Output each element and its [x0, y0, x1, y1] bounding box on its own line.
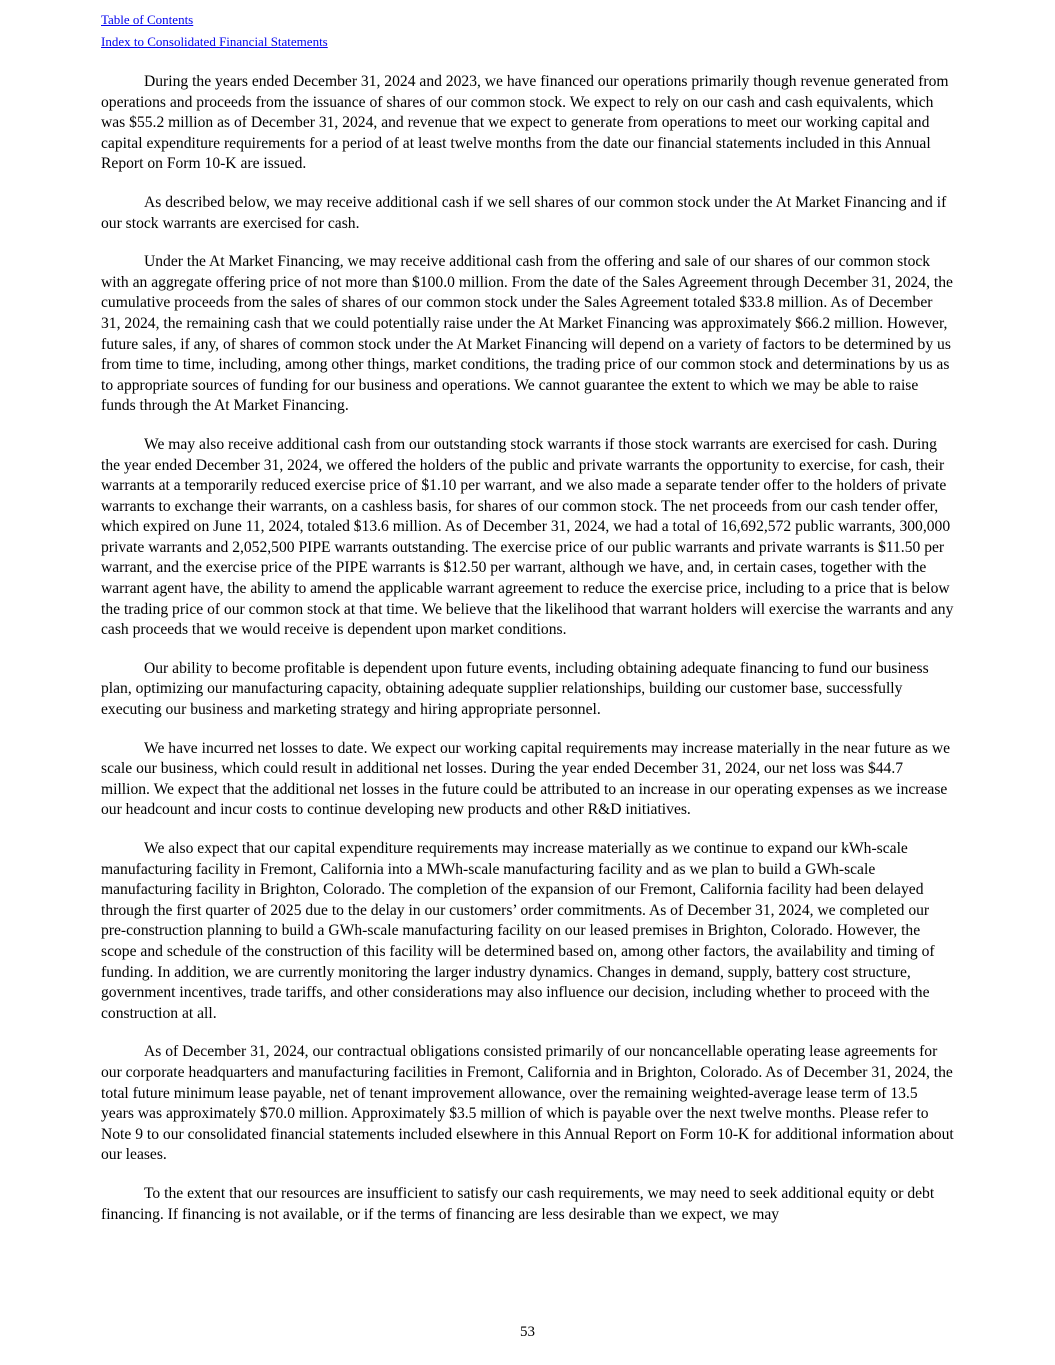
- header-links: [101, 9, 328, 53]
- paragraph-financing-history: During the years ended December 31, 2024 and 2023, we have financed our operations primarily though revenue generated from operations and proceeds from the issuance of shares of our common stock. We expect to rely on our cash and cash equivalents, which was $55.2 million as of December 31, 2024, and revenue that we expect to generate from operations to meet our working capital and capital expenditure requirements for a period of at least twelve months from the date our financial statements included in this Annual Report on Form 10-K are issued.: [101, 73, 949, 173]
- paragraph-at-market-financing: Under the At Market Financing, we may receive additional cash from the offering and sale of our shares of our common stock with an aggregate offering price of not more than $100.0 million. From the date of the Sales Agreement through December 31, 2024, the cumulative proceeds from the sales of shares of our common stock under the Sales Agreement totaled $33.8 million. As of December 31, 2024, the remaining cash that we could potentially raise under the At Market Financing was approximately $66.2 million. However, future sales, if any, of shares of common stock under the At Market Financing will depend on a variety of factors to be determined by us from time to time, including, among other things, market conditions, the trading price of our common stock and determinations by us as to appropriate sources of funding for our business and operations. We cannot guarantee the extent to which we may be able to raise funds through the At Market Financing.: [101, 253, 953, 415]
- paragraph-stock-warrants: We may also receive additional cash from our outstanding stock warrants if those stock warrants are exercised for cash. During the year ended December 31, 2024, we offered the holders of the public and private warrants the opportunity to exercise, for cash, their warrants at a temporarily reduced exercise price of $1.10 per warrant, and we also made a separate tender offer to the holders of private warrants to exchange their warrants, on a cashless basis, for shares of our common stock. The net proceeds from our cash tender offer, which expired on June 11, 2024, totaled $13.6 million. As of December 31, 2024, we had a total of 16,692,572 public warrants, 300,000 private warrants and 2,052,500 PIPE warrants outstanding. The exercise price of our public warrants and private warrants is $11.50 per warrant, and the exercise price of the PIPE warrants is $12.50 per warrant, although we have, and, in certain cases, together with the warrant agent have, the ability to amend the applicable warrant agreement to reduce the exercise price, including to a price that is below the trading price of our common stock at that time. We believe that the likelihood that warrant holders will exercise the warrants and any cash proceeds that we would receive is dependent upon market conditions.: [101, 435, 954, 639]
- paragraph-profitability: Our ability to become profitable is dependent upon future events, including obtaining adequate financing to fund our business plan, optimizing our manufacturing capacity, obtaining adequate supplier relationships, building our customer base, successfully executing our business and marketing strategy and hiring appropriate personnel.: [101, 659, 929, 719]
- paragraph-contractual-obligations: As of December 31, 2024, our contractual obligations consisted primarily of our noncancellable operating lease agreements for our corporate headquarters and manufacturing facilities in Fremont, California and in Brighton, Colorado. As of December 31, 2024, the total future minimum lease payable, net of tenant improvement allowance, over the remaining weighted-average lease term of 13.5 years was approximately $70.0 million. Approximately $3.5 million of which is payable over the next twelve months. Please refer to Note 9 to our consolidated financial statements included elsewhere in this Annual Report on Form 10-K for additional information about our leases.: [101, 1043, 954, 1164]
- table-of-contents-link[interactable]: Table of Contents: [101, 12, 194, 27]
- paragraph-additional-financing: To the extent that our resources are insufficient to satisfy our cash requirements, we may need to seek additional equity or debt financing. If financing is not available, or if the terms of financing are less desirable than we expect, we may: [101, 1184, 935, 1223]
- paragraph-capital-expenditure: We also expect that our capital expenditure requirements may increase materially as we continue to expand our kWh-scale manufacturing facility in Fremont, California into a MWh-scale manufacturing facility and as we plan to build a GWh-scale manufacturing facility in Brighton, Colorado. The completion of the expansion of our Fremont, California facility had been delayed through the first quarter of 2025 due to the delay in our customers’ order commitments. As of December 31, 2024, we completed our pre-construction planning to build a GWh-scale manufacturing facility on our leased premises in Brighton, Colorado. However, the scope and schedule of the construction of this facility will be determined based on, among other factors, the availability and timing of funding. In addition, we are currently monitoring the larger industry dynamics. Changes in demand, supply, battery cost structure, government incentives, trade tariffs, and other considerations may also influence our decision, including whether to proceed with the construction at all.: [101, 840, 935, 1022]
- paragraph-net-losses: We have incurred net losses to date. We expect our working capital requirements may increase materially in the near future as we scale our business, which could result in additional net losses. During the year ended December 31, 2024, our net loss was $44.7 million. We expect that the additional net losses in the future could be attributed to an increase in our operating expenses as we increase our headcount and incur costs to continue developing new products and other R&D initiatives.: [101, 739, 951, 819]
- page-number: 53: [520, 1324, 535, 1340]
- index-to-financial-statements-link[interactable]: Index to Consolidated Financial Statements: [101, 34, 328, 49]
- paragraph-additional-cash: As described below, we may receive additional cash if we sell shares of our common stock under the At Market Financing and if our stock warrants are exercised for cash.: [101, 193, 947, 232]
- document-body: [101, 72, 954, 1243]
